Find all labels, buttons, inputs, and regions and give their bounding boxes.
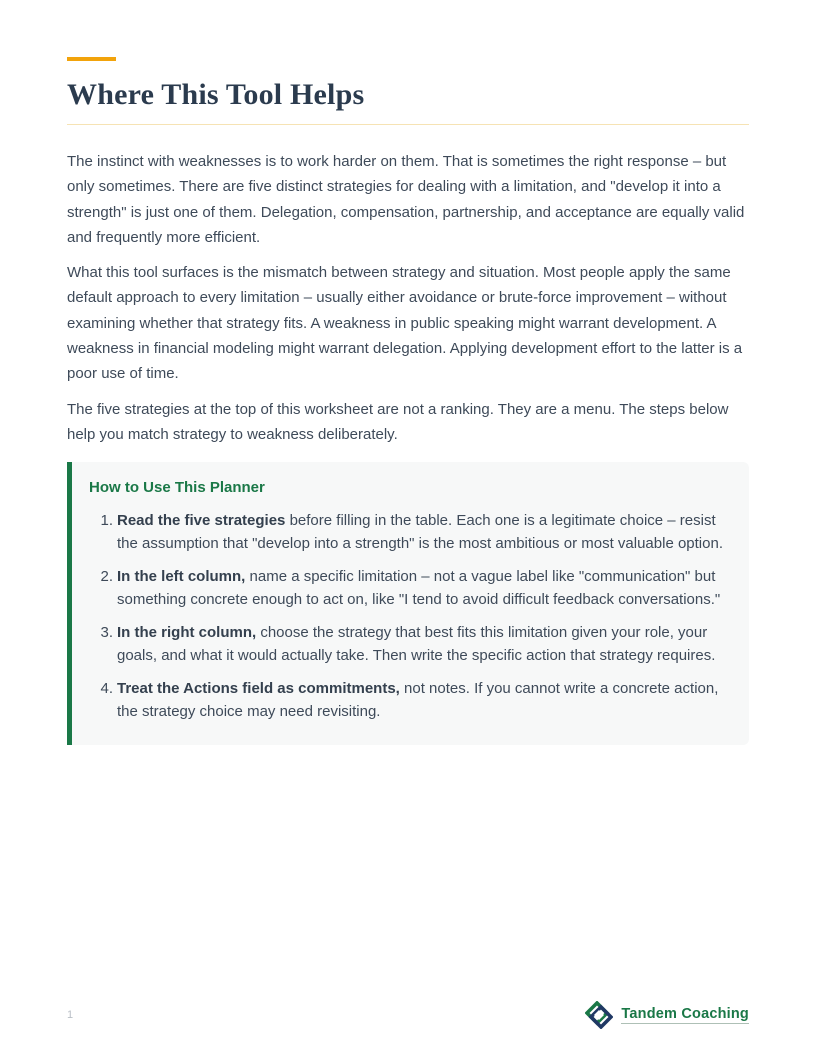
logo-text: Tandem Coaching [621,1006,749,1022]
page-title: Where This Tool Helps [67,78,365,111]
tandem-diamond-icon [585,1001,613,1029]
accent-bar [67,57,116,61]
body-paragraph: The five strategies at the top of this worksheet are not a ranking. They are a menu. The steps below help you match strategy to weakness deliberately. [67,400,729,443]
list-item [100,621,725,667]
page-content [67,57,749,745]
list-item-body: not notes. If you cannot write a concrete action, the strategy choice may need revisiting. [117,680,719,721]
list-item-text [117,509,725,555]
list-item [100,565,725,611]
page-number: 1 [67,1009,74,1021]
callout-list [89,509,725,723]
list-item [100,509,725,555]
list-item-number: 2. [100,568,113,586]
list-item-text [117,677,725,723]
list-item-number: 1. [100,512,113,530]
list-item-lead: In the left column, [117,568,246,586]
list-item-number: 3. [100,624,113,642]
list-item-lead: Read the five strategies [117,512,286,530]
list-item-body: before filling in the table. Each one is a legitimate choice – resist the assumption that "develop into a strength" is the most ambitious or most valuable option. [117,512,723,553]
list-item-text [117,621,725,667]
list-item-body: choose the strategy that best fits this limitation given your role, your goals, and what it would actually take. Then write the specific action that strategy requires. [117,624,716,665]
page-footer [67,1000,749,1030]
how-to-use-callout [67,462,749,745]
list-item-number: 4. [100,680,113,698]
list-item-text [117,565,725,611]
list-item [100,677,725,723]
body-paragraph: What this tool surfaces is the mismatch between strategy and situation. Most people apply the same default approach to every limitation – usually either avoidance or brute-force improvement – without examining whether that strategy fits. A weakness in public speaking might warrant development. A weakness in financial modeling might warrant delegation. Applying development effort to the latter is a poor use of time. [67,264,743,383]
callout-heading: How to Use This Planner [89,479,265,497]
title-divider [67,124,749,125]
list-item-lead: Treat the Actions field as commitments, [117,680,400,698]
tandem-coaching-logo[interactable] [585,1001,749,1029]
list-item-lead: In the right column, [117,624,257,642]
body-paragraph: The instinct with weaknesses is to work harder on them. That is sometimes the right response – but only sometimes. There are five distinct strategies for dealing with a limitation, and "develop it into a strength" is just one of them. Delegation, compensation, partnership, and acceptance are equally valid and frequently more efficient. [67,153,745,246]
list-item-body: name a specific limitation – not a vague label like "communication" but something concrete enough to act on, like "I tend to avoid difficult feedback conversations." [117,568,721,609]
